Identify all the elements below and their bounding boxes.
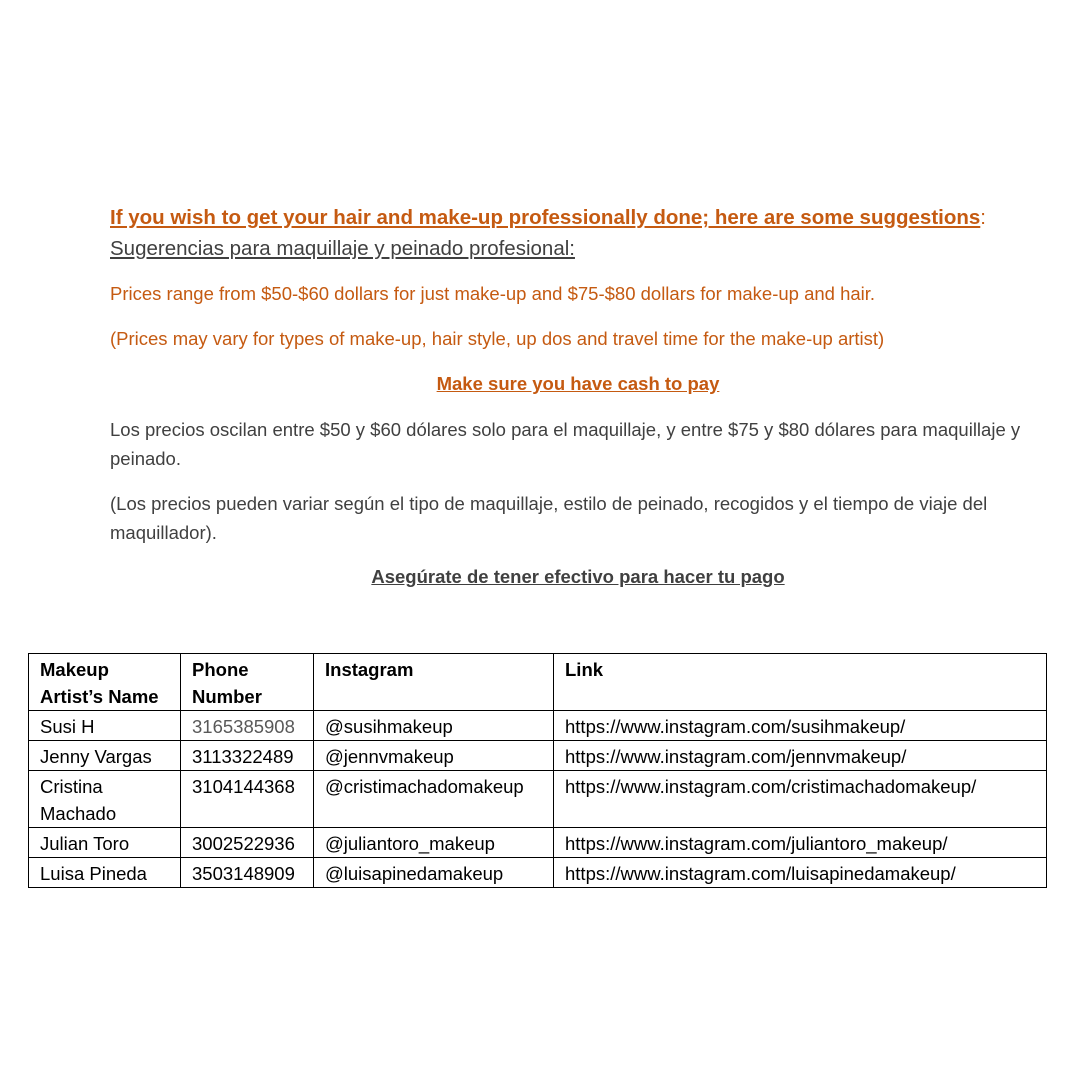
artist-link[interactable]: https://www.instagram.com/susihmakeup/ (554, 711, 1047, 741)
english-prices: Prices range from $50-$60 dollars for just make-up and $75-$80 dollars for make-up and hair. (110, 283, 876, 304)
artist-name: Luisa Pineda (29, 858, 181, 888)
makeup-artists-table (28, 653, 1047, 888)
header-phone: Phone Number (181, 654, 314, 711)
table-row (29, 828, 1047, 858)
artist-name: Cristina Machado (29, 771, 181, 828)
artist-instagram: @jennvmakeup (314, 741, 554, 771)
heading-english: If you wish to get your hair and make-up professionally done; here are some suggestions (110, 206, 981, 229)
artist-instagram: @susihmakeup (314, 711, 554, 741)
artist-phone: 3104144368 (181, 771, 314, 828)
table-row (29, 711, 1047, 741)
heading-colon: : (980, 206, 986, 229)
artist-link[interactable]: https://www.instagram.com/luisapinedamakeup/ (554, 858, 1047, 888)
artist-instagram: @cristimachadomakeup (314, 771, 554, 828)
artist-link[interactable]: https://www.instagram.com/jennvmakeup/ (554, 741, 1047, 771)
table-row (29, 858, 1047, 888)
table-header-row (29, 654, 1047, 711)
heading-spanish: Sugerencias para maquillaje y peinado profesional: (110, 237, 575, 260)
spanish-prices: Los precios oscilan entre $50 y $60 dólares solo para el maquillaje, y entre $75 y $80 dólares para maquillaje y peinado. (110, 419, 1021, 469)
artist-instagram: @luisapinedamakeup (314, 858, 554, 888)
spanish-variation: (Los precios pueden variar según el tipo de maquillaje, estilo de peinado, recogidos y el tiempo de viaje del maquillador). (110, 493, 988, 543)
artist-phone: 3503148909 (181, 858, 314, 888)
header-link: Link (554, 654, 1047, 711)
english-cash-notice: Make sure you have cash to pay (436, 373, 720, 394)
artist-name: Susi H (29, 711, 181, 741)
heading-line (110, 205, 1050, 231)
artist-name: Julian Toro (29, 828, 181, 858)
artist-phone: 3002522936 (181, 828, 314, 858)
artist-phone: 3165385908 (181, 711, 314, 741)
header-instagram: Instagram (314, 654, 554, 711)
artist-phone: 3113322489 (181, 741, 314, 771)
header-name: Makeup Artist’s Name (29, 654, 181, 711)
table-row (29, 771, 1047, 828)
artist-link[interactable]: https://www.instagram.com/juliantoro_makeup/ (554, 828, 1047, 858)
artist-instagram: @juliantoro_makeup (314, 828, 554, 858)
artist-name: Jenny Vargas (29, 741, 181, 771)
table-row (29, 741, 1047, 771)
english-variation: (Prices may vary for types of make-up, hair style, up dos and travel time for the make-up artist) (110, 328, 885, 349)
artist-link[interactable]: https://www.instagram.com/cristimachadomakeup/ (554, 771, 1047, 828)
spanish-cash-notice: Asegúrate de tener efectivo para hacer tu pago (371, 566, 785, 587)
